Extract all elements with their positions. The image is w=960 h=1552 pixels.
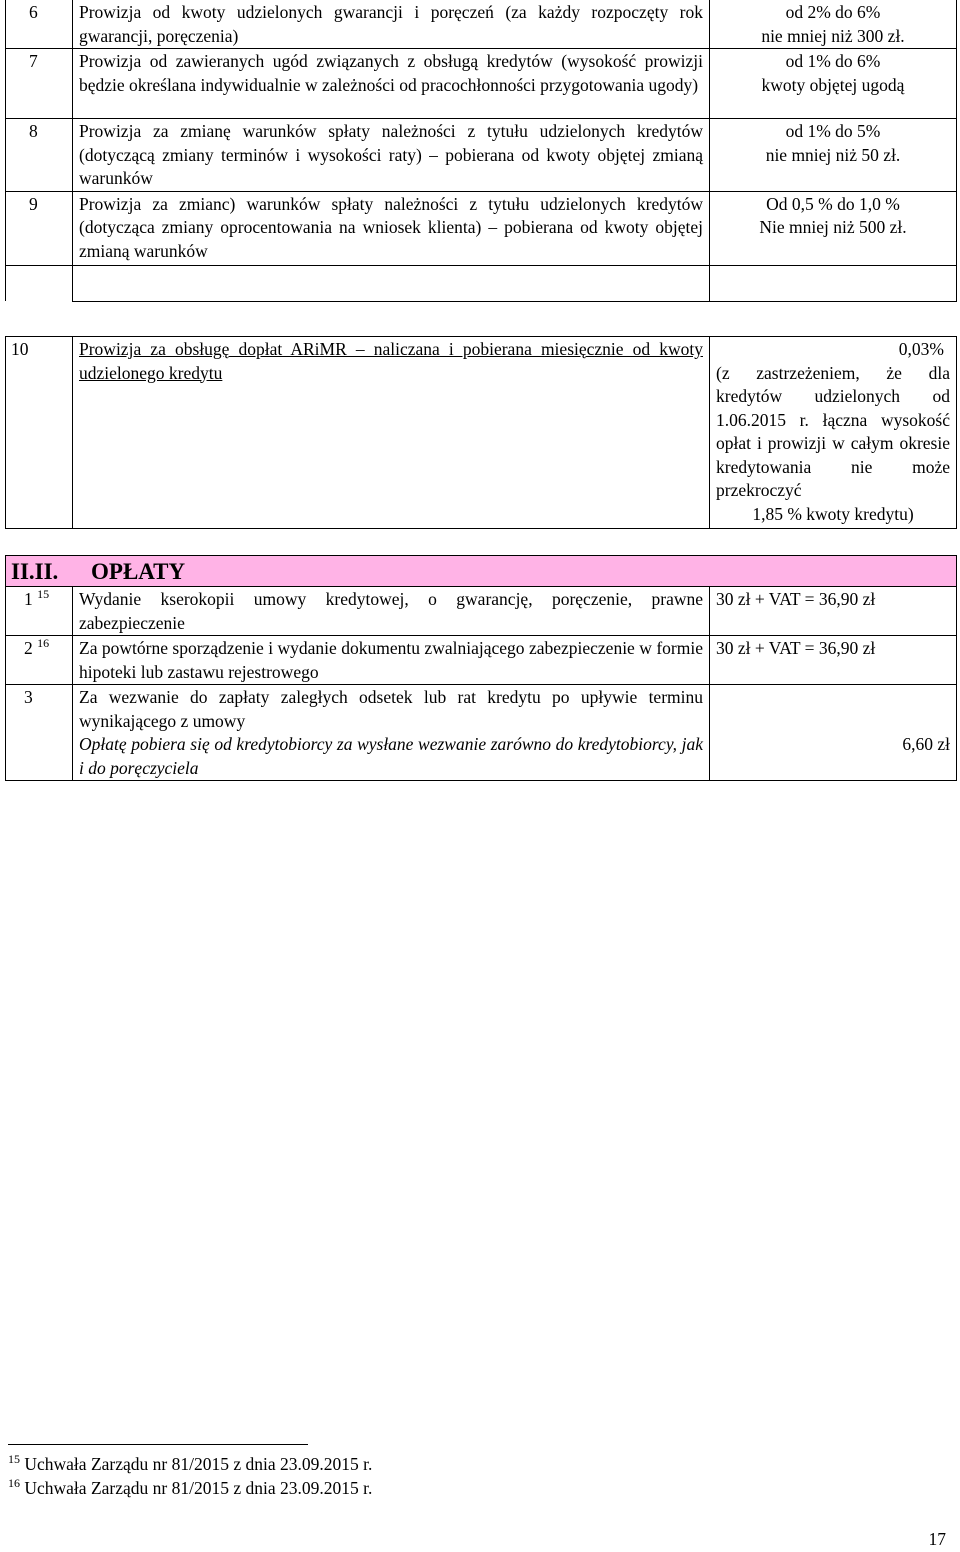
row-value: 6,60 zł: [710, 685, 957, 781]
table-row: [6, 337, 957, 529]
footnotes: [8, 1453, 372, 1500]
row-number: 9: [6, 191, 73, 265]
footnote: $^{16}$ Uchwała Zarządu nr 81/2015 z dnia 23.09.2015 r.: [8, 1475, 373, 1498]
row-number: 6: [6, 0, 73, 49]
row-description: Prowizja od zawieranych ugód związanych z obsługą kredytów (wysokość prowizji będzie określana indywidualnie w zależności od pracochłonności przygotowania ugody): [73, 49, 710, 119]
row-value: 30 zł + VAT = 36,90 zł: [710, 587, 957, 636]
table-row: [6, 49, 957, 119]
row-description: Wydanie kserokopii umowy kredytowej, o gwarancję, poręczenie, prawne zabezpieczenie: [73, 587, 710, 636]
page-number: 17: [928, 1529, 946, 1549]
row-value: 0,03% (z zastrzeżeniem, że dla kredytów udzielonych od 1.06.2015 r. łączna wysokość opłat i prowizji w całym okresie kredytowania nie może przekroczyć 1,85 % kwoty kredytu): [710, 337, 957, 529]
row-description: Prowizja za obsługę dopłat ARiMR – naliczana i pobierana miesięcznie od kwoty udzielonego kredytu: [73, 337, 710, 529]
table-row: [6, 685, 957, 781]
fees-table: [5, 555, 957, 781]
row-value: od 2% do 6% nie mniej niż 300 zł.: [710, 0, 957, 49]
row-description: Za powtórne sporządzenie i wydanie dokumentu zwalniającego zabezpieczenie w formie hipoteki lub zastawu rejestrowego: [73, 636, 710, 685]
row-number: 1 $^{15}$: [6, 587, 73, 636]
section-number: II.II.: [11, 559, 59, 584]
footnote-ref: 15: [37, 587, 50, 601]
footnote-ref: 16: [37, 636, 50, 650]
row-number: 3: [6, 685, 73, 781]
row-number: 2 $^{16}$: [6, 636, 73, 685]
row-value: od 1% do 6% kwoty objętej ugodą: [710, 49, 957, 119]
row-number: 7: [6, 49, 73, 119]
table-row: [6, 636, 957, 685]
fees-section-header: [6, 556, 957, 587]
footnote-separator: [8, 1444, 308, 1445]
footnote: $^{15}$ Uchwała Zarządu nr 81/2015 z dnia 23.09.2015 r.: [8, 1452, 373, 1474]
row-value: Od 0,5 % do 1,0 % Nie mniej niż 500 zł.: [710, 191, 957, 265]
table-row: [6, 119, 957, 192]
row-value: 30 zł + VAT = 36,90 zł: [710, 636, 957, 685]
row-number: 10: [6, 337, 73, 529]
table-row: [6, 191, 957, 265]
row-value: od 1% do 5% nie mniej niż 50 zł.: [710, 119, 957, 192]
table-row: [6, 0, 957, 49]
table-row: [6, 587, 957, 636]
commission-table-upper: [5, 0, 957, 302]
row-number: 8: [6, 119, 73, 192]
table-spacer-row: [6, 265, 957, 301]
commission-table-arimr: [5, 336, 957, 529]
row-description: Za wezwanie do zapłaty zaległych odsetek lub rat kredytu po upływie terminu wynikającego z umowy Opłatę pobiera się od kredytobiorcy za wysłane wezwanie zarówno do kredytobiorcy, jak i do poręczyciela: [73, 685, 710, 781]
section-title: OPŁATY: [91, 559, 186, 584]
row-description: Prowizja za zmianę warunków spłaty należności z tytułu udzielonych kredytów (dotyczącą zmiany terminów i wysokości raty) – pobierana od kwoty objętej zmianą warunków: [73, 119, 710, 192]
row-description: Prowizja za zmianc) warunków spłaty należności z tytułu udzielonych kredytów (dotycząca zmiany oprocentowania na wniosek klienta) – pobierana od kwoty objętej zmianą warunków: [73, 191, 710, 265]
row-description: Prowizja od kwoty udzielonych gwarancji i poręczeń (za każdy rozpoczęty rok gwarancji, poręczenia): [73, 0, 710, 49]
row-note: Opłatę pobiera się od kredytobiorcy za wysłane wezwanie zarówno do kredytobiorcy, jak i do poręczyciela: [79, 734, 703, 778]
